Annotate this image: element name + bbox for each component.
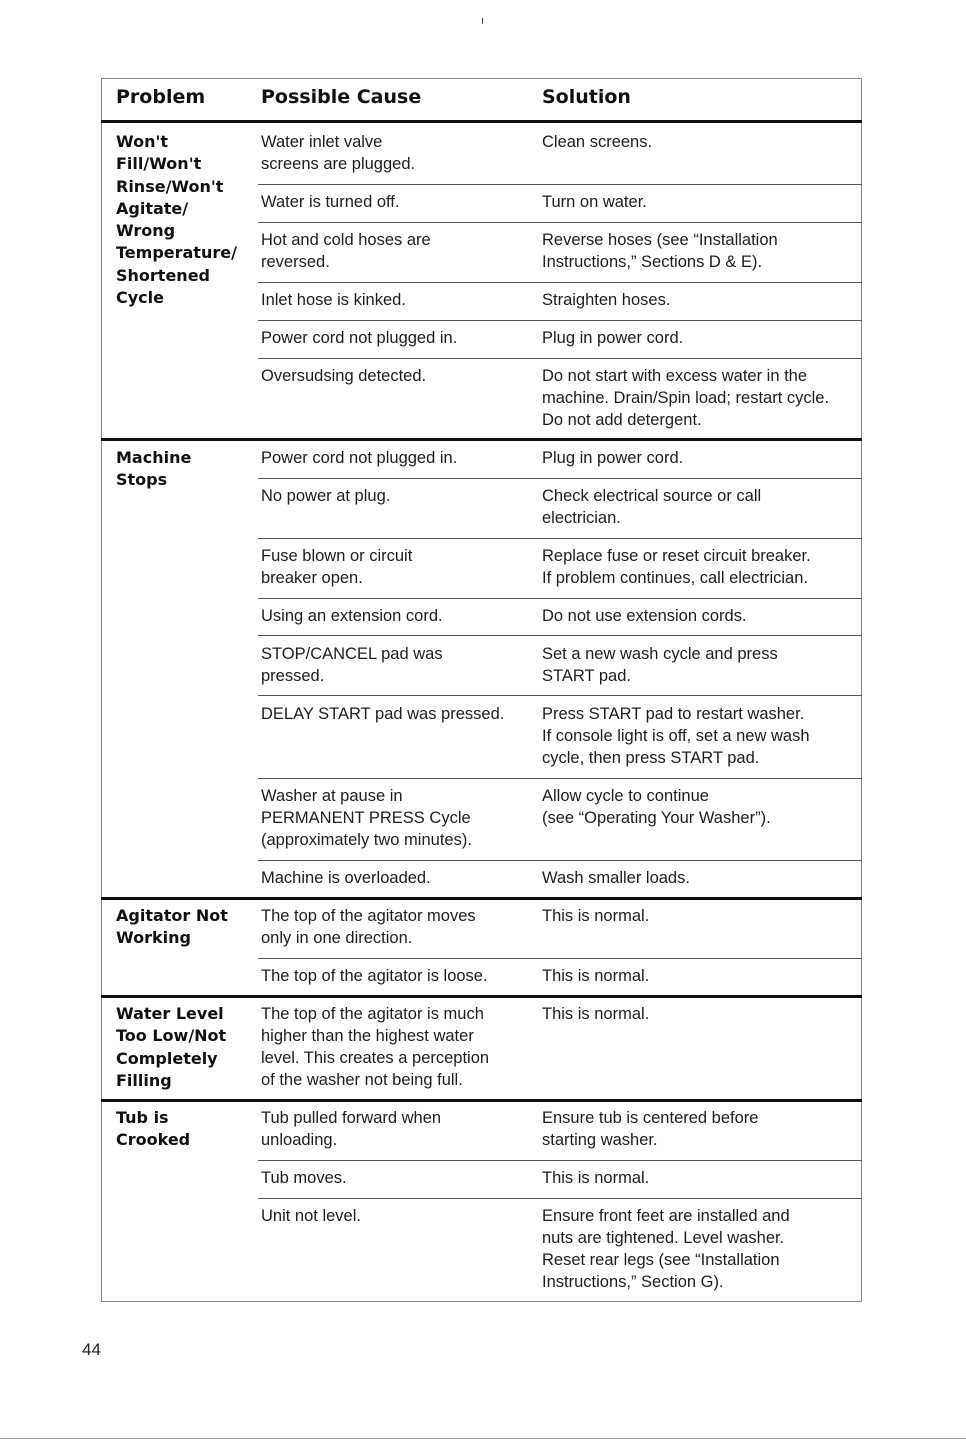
solution-text: Plug in power cord.	[542, 449, 684, 467]
row-divider	[258, 635, 862, 636]
header-divider	[101, 120, 862, 123]
cause-text: Oversudsing detected.	[261, 367, 427, 385]
problem-label: Tub is Crooked	[116, 1108, 191, 1150]
solution-text: This is normal.	[542, 907, 650, 925]
row-divider	[258, 478, 862, 479]
solution-text: This is normal.	[542, 1005, 650, 1023]
row-divider	[258, 1160, 862, 1161]
cause-text: Using an extension cord.	[261, 607, 443, 625]
row-divider	[258, 860, 862, 861]
cause-column-header: Possible Cause	[261, 86, 422, 108]
cause-text: Tub moves.	[261, 1169, 347, 1187]
solution-text: This is normal.	[542, 1169, 650, 1187]
cause-text: The top of the agitator moves only in one direction.	[261, 907, 476, 947]
row-divider	[258, 358, 862, 359]
solution-text: Clean screens.	[542, 133, 653, 151]
cause-text: No power at plug.	[261, 487, 391, 505]
solution-text: Reverse hoses (see “Installation Instructions,” Sections D & E).	[542, 231, 778, 271]
group-divider	[101, 995, 862, 998]
row-divider	[258, 598, 862, 599]
cause-text: Washer at pause in PERMANENT PRESS Cycle (approximately two minutes).	[261, 787, 472, 849]
group-divider	[101, 438, 862, 441]
problem-label: Won't Fill/Won't Rinse/Won't Agitate/ Wrong Temperature/ Shortened Cycle	[116, 132, 237, 308]
cause-text: Machine is overloaded.	[261, 869, 431, 887]
solution-text: Check electrical source or call electrician.	[542, 487, 762, 527]
row-divider	[258, 222, 862, 223]
solution-text: Do not start with excess water in the machine. Drain/Spin load; restart cycle. Do not add detergent.	[542, 367, 830, 429]
solution-text: Do not use extension cords.	[542, 607, 747, 625]
problem-label: Machine Stops	[116, 448, 192, 490]
row-divider	[258, 778, 862, 779]
row-divider	[258, 958, 862, 959]
solution-text: Ensure front feet are installed and nuts are tightened. Level washer. Reset rear legs (see “Installation Instructions,” Section G).	[542, 1207, 790, 1291]
cause-text: Power cord not plugged in.	[261, 329, 458, 347]
cause-text: The top of the agitator is much higher than the highest water level. This creates a perception of the washer not being full.	[261, 1005, 490, 1089]
row-divider	[258, 695, 862, 696]
solution-text: Set a new wash cycle and press START pad.	[542, 645, 778, 685]
scan-edge	[0, 1438, 966, 1439]
cause-text: Fuse blown or circuit breaker open.	[261, 547, 413, 587]
solution-text: Press START pad to restart washer. If console light is off, set a new wash cycle, then press START pad.	[542, 705, 810, 767]
solution-text: Plug in power cord.	[542, 329, 684, 347]
group-divider	[101, 897, 862, 900]
row-divider	[258, 320, 862, 321]
solution-text: Replace fuse or reset circuit breaker. If problem continues, call electrician.	[542, 547, 811, 587]
cause-text: Hot and cold hoses are reversed.	[261, 231, 431, 271]
row-divider	[258, 184, 862, 185]
cause-text: Tub pulled forward when unloading.	[261, 1109, 442, 1149]
solution-text: Straighten hoses.	[542, 291, 671, 309]
scan-mark	[482, 18, 483, 24]
problem-column-header: Problem	[116, 86, 206, 108]
solution-text: Ensure tub is centered before starting washer.	[542, 1109, 759, 1149]
page-number: 44	[82, 1340, 101, 1359]
cause-text: Water inlet valve screens are plugged.	[261, 133, 416, 173]
cause-text: The top of the agitator is loose.	[261, 967, 488, 985]
solution-text: Turn on water.	[542, 193, 647, 211]
solution-text: Allow cycle to continue (see “Operating Your Washer”).	[542, 787, 771, 827]
solution-text: Wash smaller loads.	[542, 869, 690, 887]
problem-label: Agitator Not Working	[116, 906, 228, 948]
group-divider	[101, 1099, 862, 1102]
cause-text: DELAY START pad was pressed.	[261, 705, 505, 723]
row-divider	[258, 282, 862, 283]
row-divider	[258, 1198, 862, 1199]
cause-text: Inlet hose is kinked.	[261, 291, 406, 309]
solution-column-header: Solution	[542, 86, 631, 108]
row-divider	[258, 538, 862, 539]
problem-label: Water Level Too Low/Not Completely Filling	[116, 1004, 227, 1090]
cause-text: Unit not level.	[261, 1207, 361, 1225]
cause-text: STOP/CANCEL pad was pressed.	[261, 645, 443, 685]
solution-text: This is normal.	[542, 967, 650, 985]
cause-text: Water is turned off.	[261, 193, 400, 211]
cause-text: Power cord not plugged in.	[261, 449, 458, 467]
